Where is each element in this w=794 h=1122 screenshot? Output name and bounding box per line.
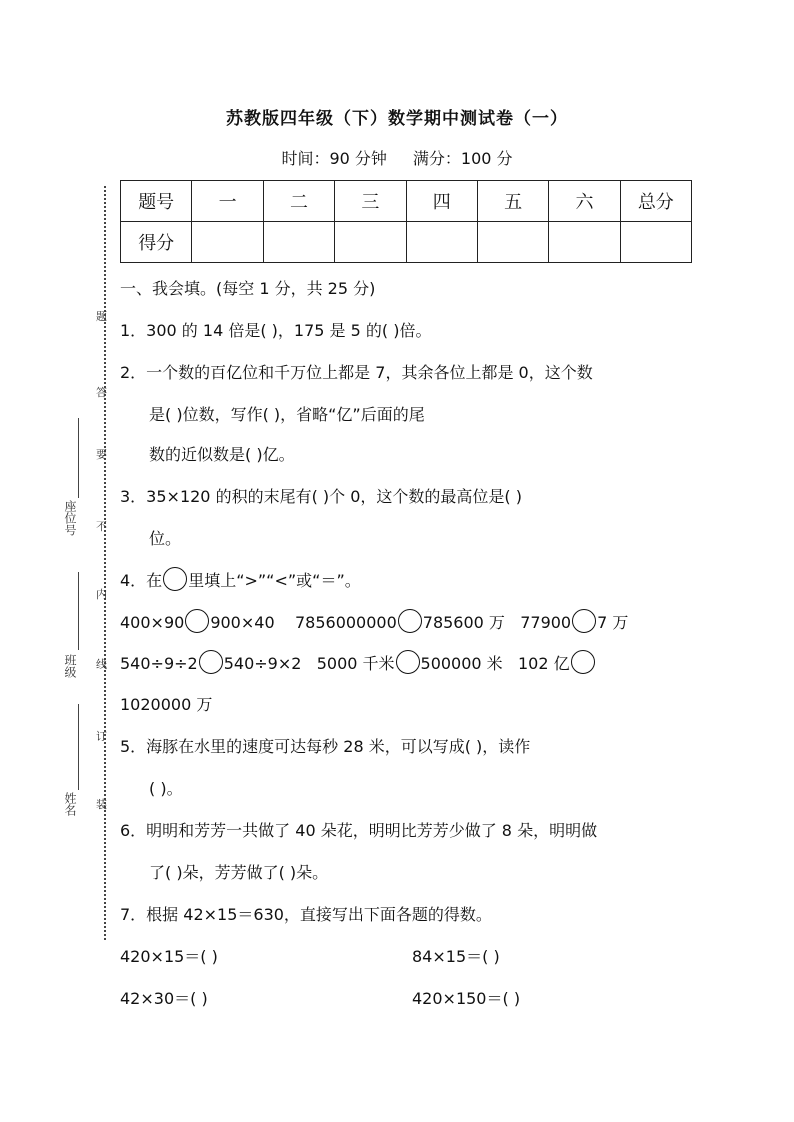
table-cell: 总分: [620, 181, 691, 222]
binding-dotted-line: [104, 186, 106, 940]
score-entry-cell[interactable]: [263, 222, 334, 263]
q4-text-post: 里填上“>”“<”或“＝”。: [188, 571, 361, 590]
score-table: [120, 180, 692, 263]
class-label: 班级: [63, 654, 77, 678]
margin-char: 内: [96, 588, 107, 601]
margin-char: 线: [96, 658, 107, 671]
question-4-row-3: 1020000 万: [120, 695, 213, 714]
table-cell: 得分: [121, 222, 192, 263]
question-3-line-1: 3．35×120 的积的末尾有( )个 0，这个数的最高位是( ): [120, 487, 522, 506]
table-cell: 五: [477, 181, 548, 222]
expr: 540÷9÷2: [120, 654, 198, 673]
seat-blank-line: [78, 418, 79, 498]
margin-char: 题: [96, 310, 107, 323]
time-label: 时间：90 分钟: [281, 149, 387, 168]
compare-circle[interactable]: [185, 609, 209, 633]
exam-subtitle: [0, 146, 794, 169]
score-entry-cell[interactable]: [406, 222, 477, 263]
question-4-row-2: [120, 651, 596, 677]
question-6-line-1: 6．明明和芳芳一共做了 40 朵花，明明比芳芳少做了 8 朵，明明做: [120, 821, 598, 840]
question-5-line-1: 5．海豚在水里的速度可达每秒 28 米，可以写成( )，读作: [120, 737, 531, 756]
section-heading: 一、我会填。(每空 1 分，共 25 分): [120, 279, 376, 298]
class-blank-line: [78, 572, 79, 650]
expr: 540÷9×2: [223, 654, 302, 673]
name-label: 姓名: [63, 792, 77, 816]
expr: 400×90: [120, 613, 185, 632]
score-entry-cell[interactable]: [549, 222, 620, 263]
compare-circle[interactable]: [571, 650, 595, 674]
q7-expr-3: 42×30＝( ): [120, 989, 208, 1008]
question-4-row-1: [120, 610, 628, 636]
question-2-line-3: 数的近似数是( )亿。: [149, 445, 295, 464]
table-cell: 六: [549, 181, 620, 222]
margin-char: 订: [96, 730, 107, 743]
margin-char: 装: [96, 798, 107, 811]
compare-circle[interactable]: [396, 650, 420, 674]
expr: 900×40: [210, 613, 275, 632]
score-entry-cell[interactable]: [620, 222, 691, 263]
expr: 102 亿: [517, 654, 570, 673]
question-1: 1．300 的 14 倍是( )，175 是 5 的( )倍。: [120, 321, 432, 340]
compare-circle[interactable]: [199, 650, 223, 674]
table-cell: 一: [192, 181, 263, 222]
seat-label: 座位号: [63, 500, 77, 536]
question-5-line-2: ( )。: [149, 779, 183, 798]
question-4: [120, 568, 361, 594]
table-cell: 题号: [121, 181, 192, 222]
table-cell: 三: [335, 181, 406, 222]
expr: 7856000000: [294, 613, 397, 632]
margin-char: 不: [96, 520, 107, 533]
expr: 77900: [520, 613, 572, 632]
compare-circle[interactable]: [572, 609, 596, 633]
score-entry-cell[interactable]: [335, 222, 406, 263]
name-blank-line: [78, 704, 79, 790]
score-entry-cell[interactable]: [192, 222, 263, 263]
margin-char: 要: [96, 448, 107, 461]
table-cell: 四: [406, 181, 477, 222]
score-table-header-row: [121, 181, 692, 222]
q7-expr-1: 420×15＝( ): [120, 947, 218, 966]
exam-title: 苏教版四年级（下）数学期中测试卷（一）: [226, 109, 568, 129]
question-6-line-2: 了( )朵，芳芳做了( )朵。: [149, 863, 329, 882]
expr: 5000 千米: [316, 654, 395, 673]
q4-text-pre: 4．在: [120, 571, 163, 590]
score-table-score-row: [121, 222, 692, 263]
q7-expr-2: 84×15＝( ): [412, 947, 500, 966]
compare-circle: [163, 567, 187, 591]
score-entry-cell[interactable]: [477, 222, 548, 263]
question-2-line-1: 2．一个数的百亿位和千万位上都是 7，其余各位上都是 0，这个数: [120, 363, 593, 382]
margin-char: 答: [96, 386, 107, 399]
question-3-line-2: 位。: [149, 529, 182, 548]
expr: 785600 万: [422, 613, 505, 632]
question-2-line-2: 是( )位数，写作( )，省略“亿”后面的尾: [149, 405, 425, 424]
expr: 500000 米: [420, 654, 503, 673]
full-score-label: 满分：100 分: [412, 149, 513, 168]
question-7: 7．根据 42×15＝630，直接写出下面各题的得数。: [120, 905, 492, 924]
q7-expr-4: 420×150＝( ): [412, 989, 521, 1008]
expr: 7 万: [597, 613, 629, 632]
table-cell: 二: [263, 181, 334, 222]
compare-circle[interactable]: [398, 609, 422, 633]
